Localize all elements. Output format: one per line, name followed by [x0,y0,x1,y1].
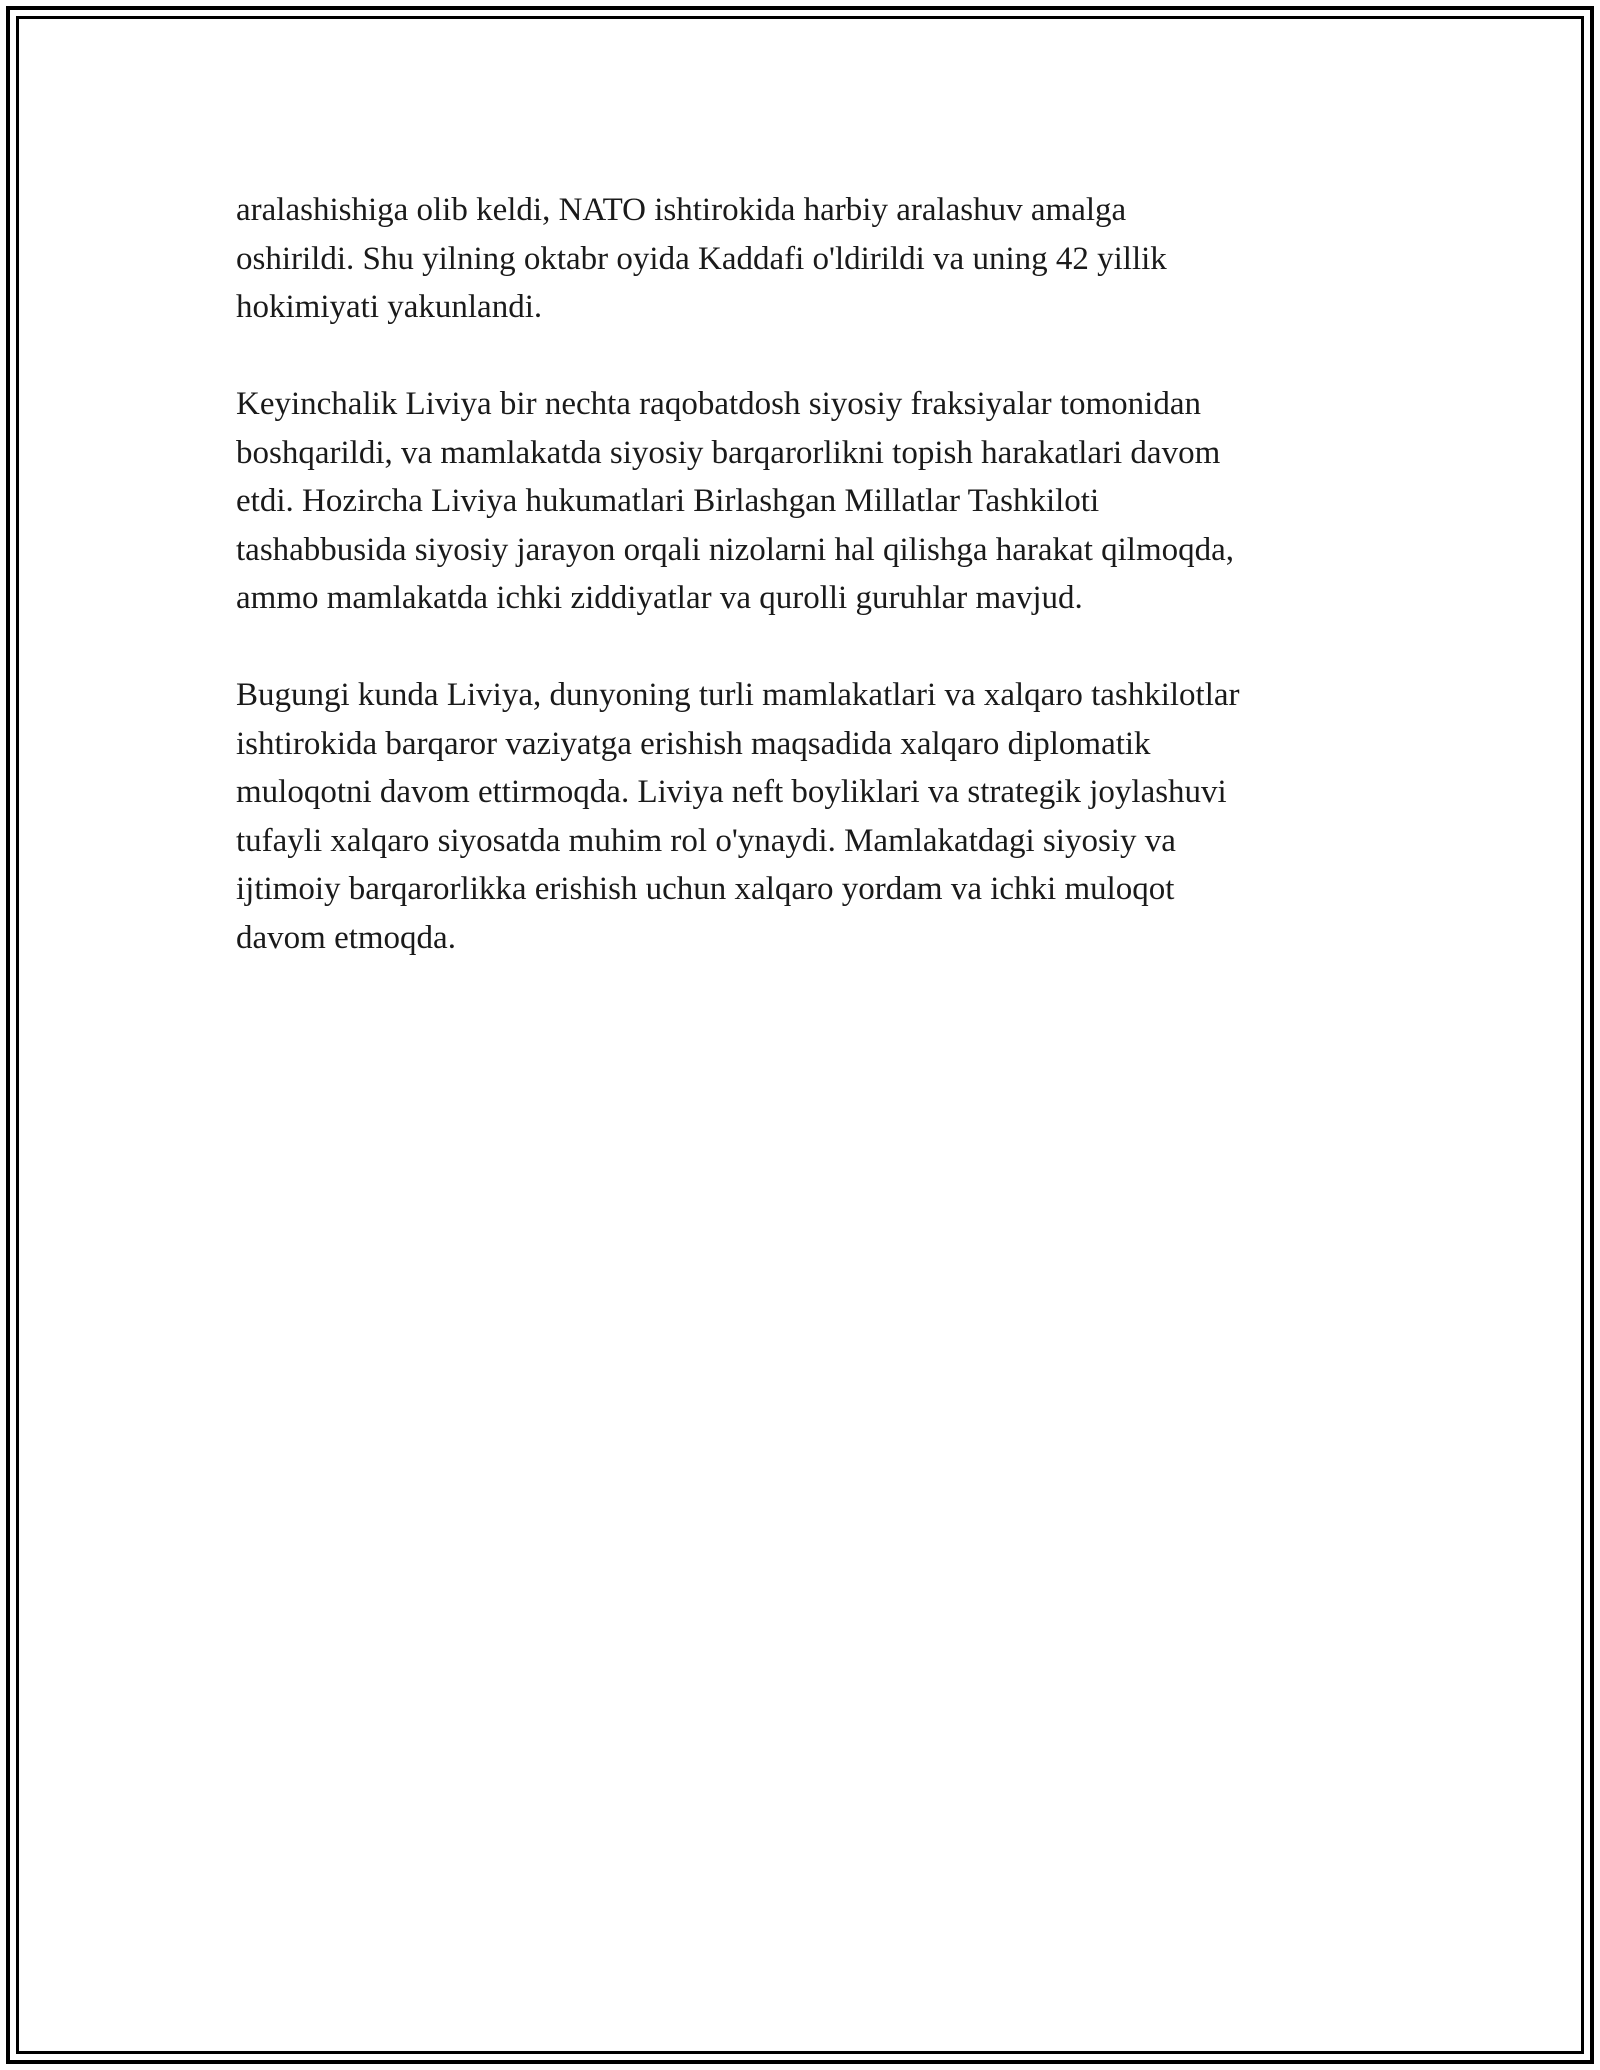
paragraph-line: tashabbusida siyosiy jarayon orqali nizolarni hal qilishga harakat qilmoqda, [236,531,1235,568]
paragraph-line: davom etmoqda. [236,919,456,956]
paragraph-line: aralashishiga olib keldi, NATO ishtirokida harbiy aralashuv amalga [236,192,1127,228]
paragraph-line: tufayli xalqaro siyosatda muhim rol o'ynaydi. Mamlakatdagi siyosiy va [236,822,1176,859]
paragraph-line: ammo mamlakatda ichki ziddiyatlar va qurolli guruhlar mavjud. [236,580,1083,616]
document-body [236,186,1366,1011]
paragraph-line: hokimiyati yakunlandi. [236,289,543,325]
paragraph-line: oshirildi. Shu yilning oktabr oyida Kaddafi o'ldirildi va uning 42 yillik [236,240,1167,277]
paragraph-line: muloqotni davom ettirmoqda. Liviya neft boyliklari va strategik joylashuvi [236,774,1227,810]
paragraph-1 [236,186,1366,332]
paragraph-3 [236,671,1366,962]
paragraph-line: Keyinchalik Liviya bir nechta raqobatdosh siyosiy fraksiyalar tomonidan [236,386,1201,422]
paragraph-2 [236,380,1366,623]
paragraph-line: ishtirokida barqaror vaziyatga erishish maqsadida xalqaro diplomatik [236,725,1151,762]
paragraph-line: Bugungi kunda Liviya, dunyoning turli mamlakatlari va xalqaro tashkilotlar [236,677,1240,713]
paragraph-line: boshqarildi, va mamlakatda siyosiy barqarorlikni topish harakatlari davom [236,434,1221,471]
paragraph-line: ijtimoiy barqarorlikka erishish uchun xalqaro yordam va ichki muloqot [236,871,1175,907]
paragraph-line: etdi. Hozircha Liviya hukumatlari Birlashgan Millatlar Tashkiloti [236,483,1100,519]
